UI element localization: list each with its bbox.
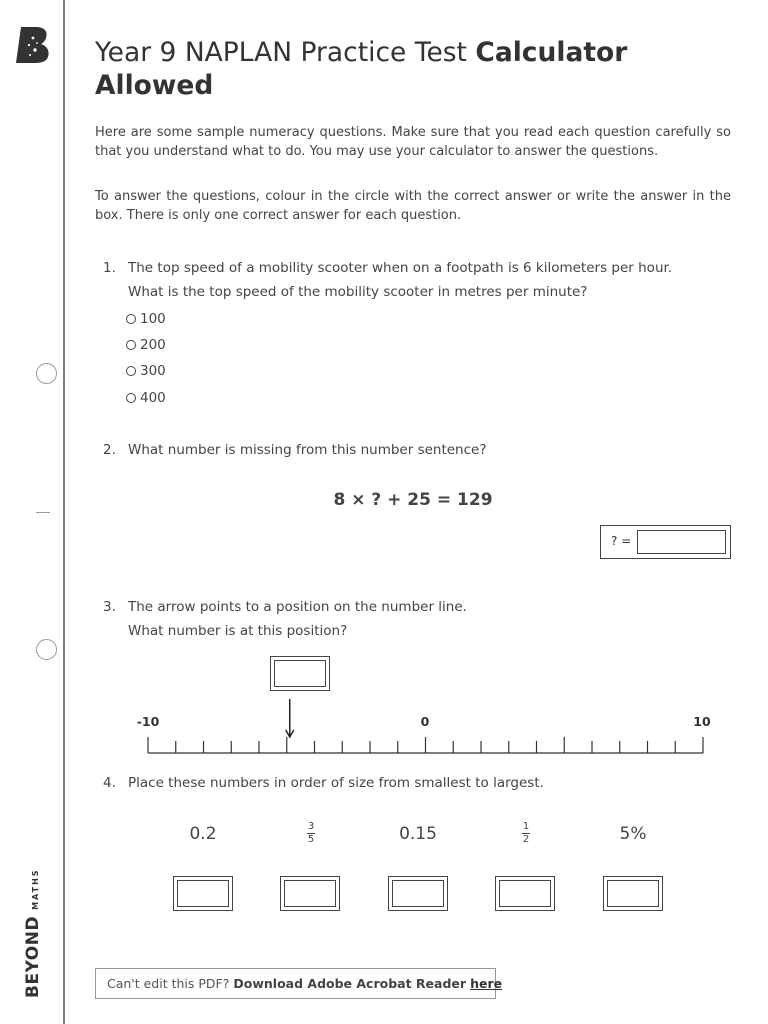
option-label: 100 <box>140 311 166 327</box>
answer-box <box>173 876 233 911</box>
margin-line <box>63 0 65 1024</box>
question-number: 4. <box>103 775 116 791</box>
footer-notice <box>95 968 503 999</box>
answer-input[interactable] <box>637 530 726 554</box>
title-plain: Year 9 NAPLAN Practice Test <box>95 37 476 68</box>
question-text: The top speed of a mobility scooter when on a footpath is 6 kilometers per hour. <box>128 260 673 276</box>
tick-label-min: -10 <box>136 714 160 729</box>
fraction-numerator: 3 <box>307 821 315 832</box>
question-number: 1. <box>103 260 116 276</box>
answer-box <box>495 876 555 911</box>
intro-paragraph-1: Here are some sample numeracy questions. Make sure that you read each question carefully so that you understand what to do. You may use your calculator to answer the questions. <box>95 125 731 159</box>
intro-paragraph-2: To answer the questions, colour in the circle with the correct answer or write the answer in the box. There is only one correct answer for each question. <box>95 189 731 223</box>
number-sentence: 8 × ? + 25 = 129 <box>333 490 493 510</box>
fraction-value <box>301 822 321 845</box>
punch-hole <box>36 639 57 660</box>
question-number: 3. <box>103 599 116 615</box>
radio-circle-icon[interactable] <box>126 314 136 324</box>
acrobat-link[interactable]: here <box>470 976 503 991</box>
answer-input[interactable] <box>177 880 229 907</box>
order-value: 5% <box>619 824 647 844</box>
question-1-sub: What is the top speed of the mobility scooter in metres per minute? <box>128 284 588 300</box>
beyond-logo-icon <box>16 26 52 64</box>
number-line-ticks <box>148 737 703 753</box>
answer-box <box>600 525 731 559</box>
number-line <box>0 690 768 770</box>
answer-input[interactable] <box>499 880 551 907</box>
fraction-numerator: 1 <box>522 821 530 832</box>
option-label: 200 <box>140 337 166 353</box>
brand-name: BEYOND <box>23 915 43 998</box>
fraction-value <box>516 822 536 845</box>
footer-bold: Download Adobe Acrobat Reader <box>233 976 467 991</box>
answer-option[interactable] <box>126 363 166 379</box>
answer-box <box>270 656 330 691</box>
footer-prefix: Can't edit this PDF? <box>107 976 230 991</box>
question-text: What number is missing from this number sentence? <box>128 442 487 458</box>
radio-circle-icon[interactable] <box>126 366 136 376</box>
title-bold: Calculator Allowed <box>95 37 628 101</box>
answer-option[interactable] <box>126 390 166 406</box>
brand-wordmark <box>23 858 45 998</box>
answer-box <box>388 876 448 911</box>
answer-box <box>603 876 663 911</box>
answer-input[interactable] <box>274 660 326 687</box>
question-number: 2. <box>103 442 116 458</box>
fraction-denominator: 5 <box>307 834 315 845</box>
brand-sub: MATHS <box>31 868 40 910</box>
punch-hole <box>36 363 57 384</box>
answer-input[interactable] <box>284 880 336 907</box>
answer-option[interactable] <box>126 311 166 327</box>
question-text: Place these numbers in order of size from smallest to largest. <box>128 775 544 791</box>
answer-input[interactable] <box>607 880 659 907</box>
answer-input[interactable] <box>392 880 444 907</box>
answer-label: ? = <box>611 534 632 548</box>
radio-circle-icon[interactable] <box>126 393 136 403</box>
question-text: The arrow points to a position on the number line. <box>128 599 467 615</box>
tick-label-max: 10 <box>693 714 711 729</box>
option-label: 300 <box>140 363 166 379</box>
radio-circle-icon[interactable] <box>126 340 136 350</box>
fold-mark <box>36 512 50 513</box>
answer-option[interactable] <box>126 337 166 353</box>
page-title <box>95 36 715 102</box>
question-3 <box>103 597 467 617</box>
answer-box <box>280 876 340 911</box>
question-2 <box>103 440 487 460</box>
fraction-denominator: 2 <box>522 834 530 845</box>
question-3-sub: What number is at this position? <box>128 623 348 639</box>
order-value: 0.15 <box>399 824 437 844</box>
option-label: 400 <box>140 390 166 406</box>
question-1 <box>103 258 672 278</box>
order-value: 0.2 <box>189 824 217 844</box>
tick-label-zero: 0 <box>420 714 430 729</box>
question-4 <box>103 773 544 793</box>
